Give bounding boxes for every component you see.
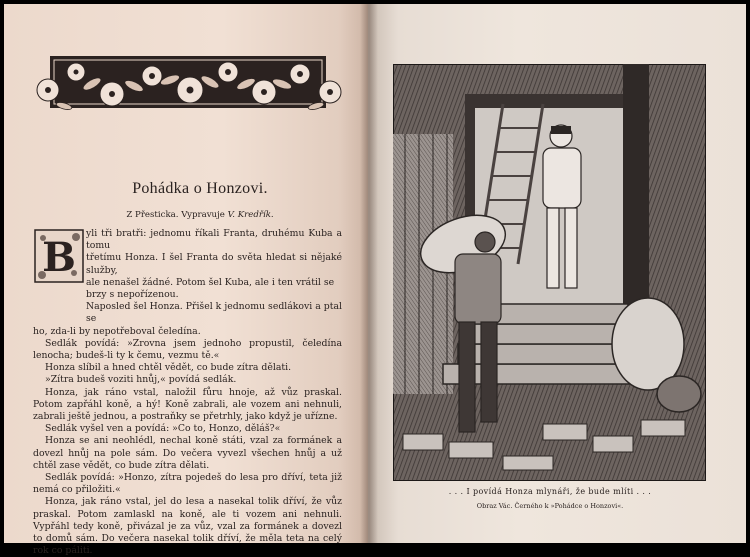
- text-line: ale nenašel žádné. Potom šel Kuba, ale i ten vrátil se: [86, 276, 335, 288]
- text-line: yli tři bratři: jednomu říkali Franta, druhému Kuba a tomu: [86, 228, 342, 252]
- paragraph: ho, zda-li by nepotřeboval čeledína.: [33, 325, 201, 337]
- paragraph: Honza, jak ráno vstal, jel do lesa a nasekal tolik dříví, že vůz praskal. Potom zamlaskl na koně, ale ti vozem ani nehnuli. Vypřáhl tedy koně, přivázal je za vůz, vzal za formánek a dovezl to domů sám. Do večera nasekal tolik dříví, že měla teta na celý rok co páliti.: [33, 496, 342, 557]
- engraving-illustration: [393, 64, 706, 481]
- floral-header-ornament: [30, 50, 346, 120]
- story-body: [33, 228, 342, 557]
- illustration-caption: . . . I povídá Honza mlynáři, že bude mlíti . . .: [448, 487, 652, 496]
- illustration-credit: Obraz Vác. Černého k »Pohádce o Honzovi«.: [476, 502, 624, 510]
- story-author: V. Kredřík.: [227, 210, 274, 220]
- text-line: Naposled šel Honza. Přišel k jednomu sedlákovi a ptal se: [86, 301, 342, 325]
- paragraph: Sedlák vyšel ven a povídá: »Co to, Honzo, děláš?«: [45, 423, 281, 435]
- source-prefix: Z Přesticka. Vypravuje: [126, 210, 228, 220]
- dropcap-letter: B: [42, 234, 76, 281]
- text-line: třetímu Honza. I šel Franta do světa hledat si nějaké služby,: [86, 252, 342, 276]
- paragraph: »Zítra budeš voziti hnůj,« povídá sedlák.: [45, 374, 237, 386]
- paragraph: Honza, jak ráno vstal, naložil fůru hnoje, až vůz praskal. Potom zapřáhl koně, a hý! Koně zabrali, ale vozem ani nehnuli, zabrali ještě jednou, a postraňky se přetrhly, jako když je uřízne.: [33, 386, 342, 423]
- story-title: Pohádka o Honzovi.: [132, 180, 268, 197]
- text-line: brzy s nepořízenou.: [86, 289, 179, 301]
- book-spine: [360, 4, 378, 543]
- story-source: [70, 210, 330, 220]
- paragraph: Sedlák povídá: »Zrovna jsem jednoho propustil, čeledína lenocha; budeš-li ty k čemu, vezmu tě.«: [33, 337, 342, 362]
- paragraph: Honza slíbil a hned chtěl vědět, co bude zítra dělati.: [45, 362, 292, 374]
- paragraph: Sedlák povídá: »Honzo, zítra pojedeš do lesa pro dříví, teta již nemá co přiložiti.«: [33, 472, 342, 496]
- paragraph: Honza se ani neohlédl, nechal koně státi, vzal za formánek a dovezl hnůj na pole sám. Do večera vyvezl všechen hnůj a už chtěl zase vědět, co bude zítra dělati.: [33, 435, 342, 471]
